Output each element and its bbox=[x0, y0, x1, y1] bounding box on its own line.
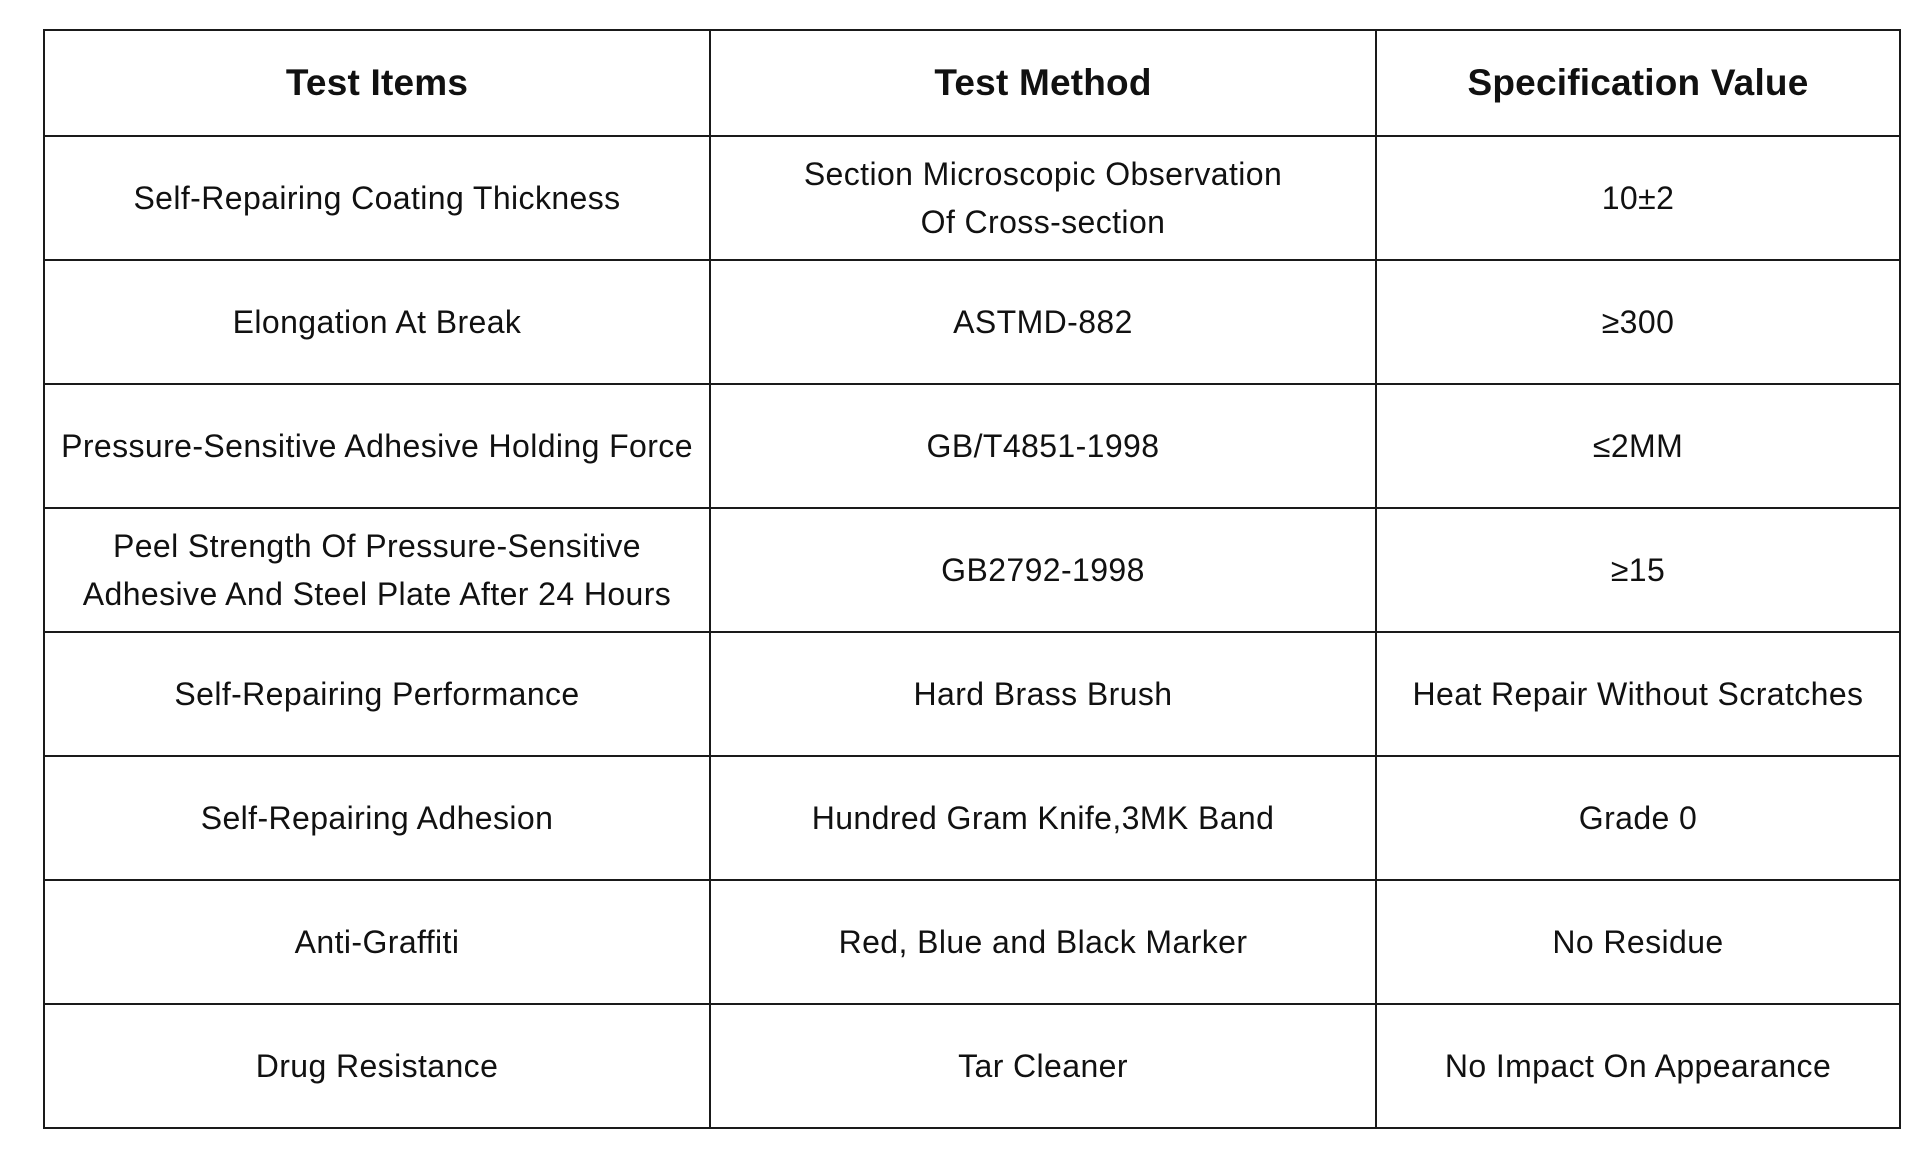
table-row bbox=[44, 756, 1900, 880]
test-method-cell: Hundred Gram Knife,3MK Band bbox=[710, 756, 1376, 880]
table-row bbox=[44, 508, 1900, 632]
table-row bbox=[44, 1004, 1900, 1128]
table-header bbox=[44, 30, 1900, 136]
test-item-cell: Drug Resistance bbox=[44, 1004, 710, 1128]
spec-value-cell: No Residue bbox=[1376, 880, 1900, 1004]
test-item-cell: Self-Repairing Performance bbox=[44, 632, 710, 756]
header-row bbox=[44, 30, 1900, 136]
spec-value-cell: Grade 0 bbox=[1376, 756, 1900, 880]
test-item-cell: Elongation At Break bbox=[44, 260, 710, 384]
table-row bbox=[44, 880, 1900, 1004]
table-row bbox=[44, 384, 1900, 508]
specification-table bbox=[43, 29, 1901, 1129]
spec-value-cell: ≥300 bbox=[1376, 260, 1900, 384]
spec-value-cell: ≥15 bbox=[1376, 508, 1900, 632]
test-item-cell: Self-Repairing Coating Thickness bbox=[44, 136, 710, 260]
table-body bbox=[44, 136, 1900, 1128]
spec-value-cell: Heat Repair Without Scratches bbox=[1376, 632, 1900, 756]
test-method-cell: Red, Blue and Black Marker bbox=[710, 880, 1376, 1004]
test-item-cell: Peel Strength Of Pressure-Sensitive Adhesive And Steel Plate After 24 Hours bbox=[44, 508, 710, 632]
test-method-cell: Hard Brass Brush bbox=[710, 632, 1376, 756]
test-method-cell: GB/T4851-1998 bbox=[710, 384, 1376, 508]
table-row bbox=[44, 136, 1900, 260]
table-row bbox=[44, 260, 1900, 384]
spec-value-cell: No Impact On Appearance bbox=[1376, 1004, 1900, 1128]
header-test-method: Test Method bbox=[710, 30, 1376, 136]
test-item-cell: Pressure-Sensitive Adhesive Holding Force bbox=[44, 384, 710, 508]
test-item-cell: Anti-Graffiti bbox=[44, 880, 710, 1004]
test-method-cell: Section Microscopic Observation Of Cross-section bbox=[710, 136, 1376, 260]
test-method-cell: ASTMD-882 bbox=[710, 260, 1376, 384]
header-test-items: Test Items bbox=[44, 30, 710, 136]
spec-value-cell: 10±2 bbox=[1376, 136, 1900, 260]
test-item-cell: Self-Repairing Adhesion bbox=[44, 756, 710, 880]
test-method-cell: GB2792-1998 bbox=[710, 508, 1376, 632]
header-specification-value: Specification Value bbox=[1376, 30, 1900, 136]
table-row bbox=[44, 632, 1900, 756]
test-method-cell: Tar Cleaner bbox=[710, 1004, 1376, 1128]
spec-value-cell: ≤2MM bbox=[1376, 384, 1900, 508]
